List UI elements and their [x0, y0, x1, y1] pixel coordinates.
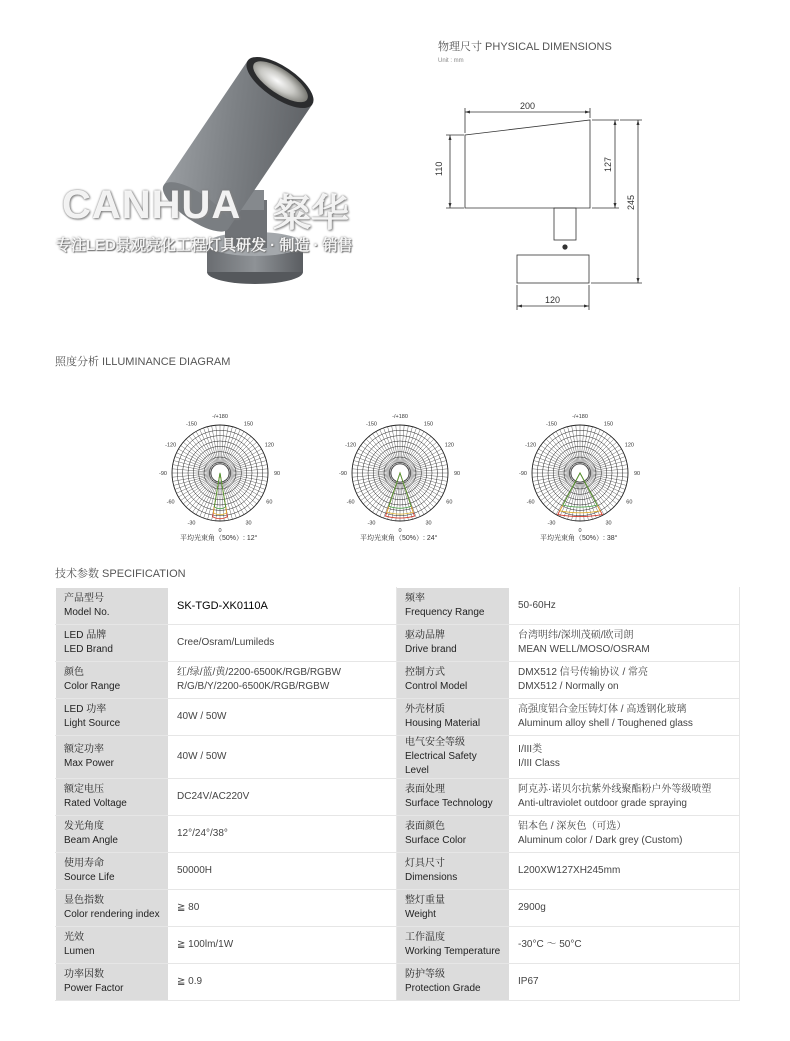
dim-height-left: 110	[434, 161, 444, 176]
spec-label	[397, 588, 510, 625]
polar-angle-label: -150	[365, 421, 378, 428]
spec-label-cn: 工作温度	[405, 932, 445, 943]
polar-angle-label: 60	[446, 499, 453, 506]
spec-value-line: 台湾明纬/深圳茂硕/欧司朗	[518, 630, 634, 641]
watermark-slogan: 专注LED景观亮化工程灯具研发 · 制造 · 销售	[56, 237, 353, 254]
spec-label-cn: 显色指数	[64, 895, 104, 906]
spec-value	[169, 964, 397, 1001]
dim-height-total: 245	[626, 194, 636, 210]
table-row	[56, 736, 740, 779]
polar-diagram-3	[505, 405, 655, 545]
spec-label-cn: 额定功率	[64, 744, 104, 755]
spec-value	[510, 736, 740, 779]
spec-label-cn: 光效	[64, 932, 84, 943]
polar-angle-label: 150	[423, 421, 434, 428]
spec-label-en: Power Factor	[64, 983, 124, 994]
spec-value-line: 12°/24°/38°	[177, 828, 228, 839]
spec-value-line: Aluminum alloy shell / Toughened glass	[518, 718, 693, 729]
spec-value	[169, 779, 397, 816]
spec-label	[397, 736, 510, 779]
spec-value-line: Ⅰ/III Class	[518, 758, 560, 769]
polar-angle-label: -/+180	[572, 414, 588, 420]
spec-label-cn: 驱动品牌	[405, 630, 445, 641]
polar-diagram-2	[325, 405, 475, 545]
spec-label-en: Beam Angle	[64, 835, 118, 846]
spec-value-line: 高强度铝合金压铸灯体 / 高透钢化玻璃	[518, 704, 687, 715]
polar-angle-label: -/+180	[212, 414, 228, 420]
spec-value-line: Ⅰ/III类	[518, 744, 543, 755]
polar-angle-label: 120	[444, 442, 454, 449]
spec-label-cn: LED 品牌	[64, 630, 107, 641]
spec-label-en: Dimensions	[405, 872, 458, 883]
spec-label	[397, 816, 510, 853]
spec-label	[56, 890, 169, 927]
table-row	[56, 890, 740, 927]
dim-width-top: 200	[520, 101, 536, 111]
spec-label-cn: 产品型号	[64, 593, 104, 604]
spotlight-image	[40, 30, 380, 300]
spec-label-en: Protection Grade	[405, 983, 481, 994]
polar-diagram-1	[145, 405, 295, 545]
polar-angle-label: 0	[218, 528, 222, 534]
spec-label-cn: 外壳材质	[405, 704, 445, 715]
spec-value	[510, 662, 740, 699]
spec-label	[397, 699, 510, 736]
spec-value-line: MEAN WELL/MOSO/OSRAM	[518, 644, 650, 655]
table-row	[56, 588, 740, 625]
spec-label-cn: 发光角度	[64, 821, 104, 832]
table-row	[56, 816, 740, 853]
spec-value-line: DC24V/AC220V	[177, 791, 250, 802]
spec-label-en: Surface Color	[405, 835, 467, 846]
polar-angle-label: -30	[367, 520, 376, 527]
polar-angle-label: 90	[273, 471, 281, 477]
spec-label	[397, 890, 510, 927]
spec-value	[510, 625, 740, 662]
spec-table	[55, 587, 740, 1001]
spec-label-en: Max Power	[64, 758, 115, 769]
polar-angle-label: -150	[545, 421, 558, 428]
spec-label	[397, 625, 510, 662]
polar-angle-label: 0	[578, 528, 582, 534]
beam-caption-1: 平均光束角（50%）: 12°	[180, 535, 258, 542]
spec-value-line: SK-TGD-XK0110A	[177, 600, 268, 612]
polar-angle-label: -60	[526, 499, 535, 506]
spec-label	[397, 853, 510, 890]
beam-caption-2: 平均光束角（50%）: 24°	[360, 535, 438, 542]
spec-label	[56, 927, 169, 964]
spec-label	[56, 662, 169, 699]
polar-angle-label: -60	[166, 499, 175, 506]
table-row	[56, 699, 740, 736]
spec-label-cn: LED 功率	[64, 704, 107, 715]
table-row	[56, 927, 740, 964]
spec-label-cn: 频率	[405, 593, 425, 604]
polar-angle-label: -120	[165, 442, 177, 449]
spec-value-line: 40W / 50W	[177, 751, 227, 762]
watermark-brand-cn: 粲华	[273, 193, 350, 235]
spec-value-line: -30°C ～ 50°C	[518, 939, 582, 950]
spec-label	[56, 779, 169, 816]
spec-label-cn: 整灯重量	[405, 895, 445, 906]
spec-label	[397, 927, 510, 964]
spec-value-line: Cree/Osram/Lumileds	[177, 637, 275, 648]
spec-label	[397, 964, 510, 1001]
spec-label-en: Working Temperature	[405, 946, 501, 957]
dim-base-width: 120	[545, 295, 561, 305]
spec-value-line: L200XW127XH245mm	[518, 865, 621, 876]
polar-angle-label: 150	[243, 421, 254, 428]
spec-value	[510, 964, 740, 1001]
polar-angle-label: -/+180	[392, 414, 408, 420]
spec-value-line: R/G/B/Y/2200-6500K/RGB/RGBW	[177, 681, 330, 692]
spec-label	[397, 662, 510, 699]
polar-angle-label: -120	[525, 442, 537, 449]
spec-value-line: Aluminum color / Dark grey (Custom)	[518, 835, 683, 846]
spec-value-line: 红/绿/蓝/黄/2200-6500K/RGB/RGBW	[177, 667, 341, 678]
polar-angle-label: -90	[519, 471, 527, 477]
spec-value-line: 50000H	[177, 865, 213, 876]
spec-value-line: DMX512 / Normally on	[518, 681, 619, 692]
polar-angle-label: 30	[425, 520, 432, 527]
illuminance-title: 照度分析 ILLUMINANCE DIAGRAM	[55, 356, 231, 368]
spec-title: 技术参数 SPECIFICATION	[55, 568, 186, 580]
spec-label	[56, 964, 169, 1001]
spec-value	[169, 588, 397, 625]
table-row	[56, 662, 740, 699]
spec-label-en: Model No.	[64, 607, 110, 618]
spec-label	[56, 588, 169, 625]
dimensions-title: 物理尺寸 PHYSICAL DIMENSIONS	[438, 41, 612, 53]
spec-label-cn: 灯具尺寸	[405, 858, 445, 869]
spec-value-line: 50-60Hz	[518, 600, 556, 611]
spec-value-line: ≧ 0.9	[177, 976, 203, 987]
table-row	[56, 853, 740, 890]
spec-value-line: 2900g	[518, 902, 546, 913]
dimension-drawing	[420, 90, 660, 325]
polar-angle-label: 120	[624, 442, 634, 449]
spec-label-en: Source Life	[64, 872, 115, 883]
spec-label-en: Housing Material	[405, 718, 481, 729]
spec-label-cn: 电气安全等级	[405, 737, 465, 748]
spec-value	[510, 588, 740, 625]
spec-label-cn: 表面处理	[405, 784, 445, 795]
polar-angle-label: -90	[339, 471, 347, 477]
spec-label-en: Rated Voltage	[64, 798, 127, 809]
spec-value	[169, 699, 397, 736]
polar-angle-label: 0	[398, 528, 402, 534]
spec-label-cn: 表面颜色	[405, 821, 445, 832]
spec-value	[510, 816, 740, 853]
polar-angle-label: 30	[605, 520, 612, 527]
spec-label	[397, 779, 510, 816]
polar-angle-label: 90	[453, 471, 461, 477]
spec-value	[169, 927, 397, 964]
spec-label	[56, 816, 169, 853]
spec-label-cn: 颜色	[64, 667, 84, 678]
spec-value-line: IP67	[518, 976, 539, 987]
spec-label	[56, 699, 169, 736]
spec-value	[169, 890, 397, 927]
polar-angle-label: 120	[264, 442, 274, 449]
spec-label-en: Electrical Safety Level	[405, 751, 477, 776]
spec-value	[169, 853, 397, 890]
spec-label-en: Color Range	[64, 681, 121, 692]
polar-angle-label: -30	[547, 520, 556, 527]
polar-angle-label: 150	[603, 421, 614, 428]
table-row	[56, 625, 740, 662]
spec-value	[510, 699, 740, 736]
spec-label-en: Frequency Range	[405, 607, 485, 618]
spec-label-cn: 额定电压	[64, 784, 104, 795]
polar-angle-label: -90	[159, 471, 167, 477]
spec-value	[510, 927, 740, 964]
table-row	[56, 779, 740, 816]
beam-caption-3: 平均光束角（50%）: 38°	[540, 535, 618, 542]
spec-value	[510, 890, 740, 927]
spec-value	[510, 779, 740, 816]
polar-angle-label: 60	[266, 499, 273, 506]
spec-label-en: Surface Technology	[405, 798, 493, 809]
spec-label	[56, 853, 169, 890]
spec-value	[510, 853, 740, 890]
spec-label-cn: 功率因数	[64, 969, 104, 980]
spec-value-line: 40W / 50W	[177, 711, 227, 722]
spec-label-en: Color rendering index	[64, 909, 160, 920]
spec-label-en: Drive brand	[405, 644, 457, 655]
spec-value	[169, 736, 397, 779]
spec-label-cn: 使用寿命	[64, 858, 104, 869]
polar-angle-label: 90	[633, 471, 641, 477]
spec-value-line: DMX512 信号传输协议 / 常亮	[518, 667, 649, 678]
spec-value	[169, 662, 397, 699]
spec-label-en: Weight	[405, 909, 436, 920]
spec-label	[56, 625, 169, 662]
spec-value-line: 阿克苏·诺贝尔抗紫外线聚酯粉户外等级喷塑	[518, 784, 712, 795]
spec-label-en: LED Brand	[64, 644, 113, 655]
polar-angle-label: 60	[626, 499, 633, 506]
spec-value-line: ≧ 100lm/1W	[177, 939, 234, 950]
polar-angle-label: -30	[187, 520, 196, 527]
polar-angle-label: 30	[245, 520, 252, 527]
dim-height-right: 127	[603, 156, 613, 172]
product-photo	[40, 30, 380, 300]
spec-value-line: Anti-ultraviolet outdoor grade spraying	[518, 798, 687, 809]
spec-label-cn: 控制方式	[405, 667, 445, 678]
polar-angle-label: -150	[185, 421, 198, 428]
spec-value	[169, 816, 397, 853]
spec-label	[56, 736, 169, 779]
polar-angle-label: -60	[346, 499, 355, 506]
dimensions-unit: Unit : mm	[438, 58, 464, 64]
spec-label-en: Control Model	[405, 681, 468, 692]
watermark-brand: CANHUA	[62, 183, 242, 227]
spec-value-line: ≧ 80	[177, 902, 200, 913]
table-row	[56, 964, 740, 1001]
spec-value	[169, 625, 397, 662]
polar-angle-label: -120	[345, 442, 357, 449]
spec-label-en: Light Source	[64, 718, 121, 729]
spec-value-line: 铝本色 / 深灰色（可选）	[518, 821, 627, 832]
spec-label-cn: 防护等级	[405, 969, 445, 980]
spec-label-en: Lumen	[64, 946, 95, 957]
